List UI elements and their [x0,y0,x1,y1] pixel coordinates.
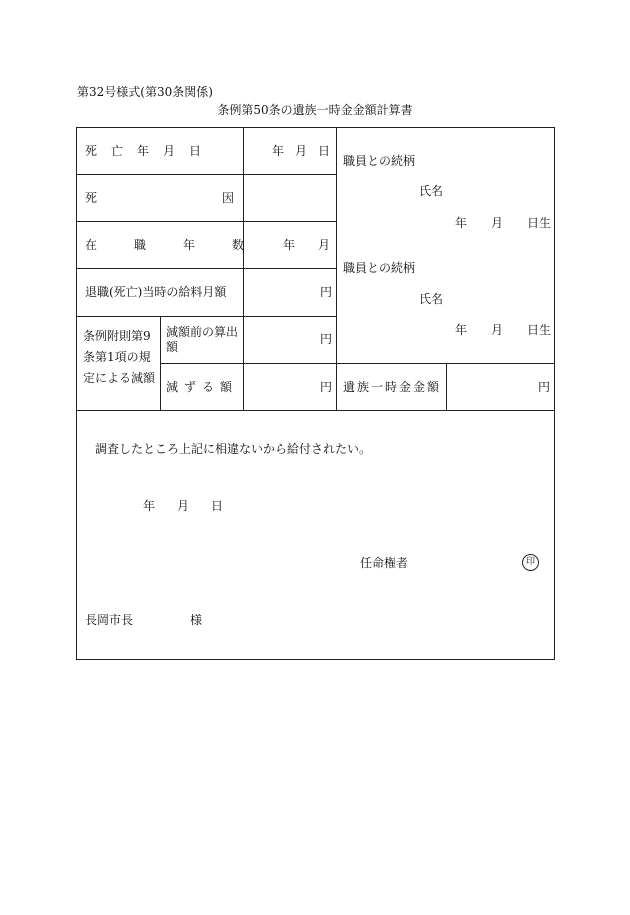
form-number: 第32号様式(第30条関係) [77,85,213,99]
pre-calc-unit: 円 [320,332,333,346]
survivor-1-relation-label: 職員との続柄 [343,154,416,168]
seal-circle: 印 [522,554,539,571]
appointing-authority-label: 任命権者 [360,556,409,570]
deduct-label-text: 減ずる額 [166,380,239,394]
survivor-2-relation-label: 職員との続柄 [343,261,416,275]
lump-sum-label-text: 遺族一時金金額 [343,380,442,394]
service-year-unit: 年 [283,238,296,252]
years-of-service-label [85,238,282,252]
survivor-2-name-label: 氏名 [419,292,444,306]
service-month-unit: 月 [317,238,330,252]
cause-of-death-label [85,191,360,205]
death-date-year-unit: 年 [272,144,285,158]
certification-statement: 調査したところ上記に相違ないから給付されたい。 [95,442,372,456]
reduction-group-label: 条例附則第9条第1項の規定による減額 [83,329,156,385]
certification-day-unit: 日 [210,499,223,513]
deduct-unit: 円 [320,380,333,394]
deduct-label [166,381,238,393]
pre-calc-label: 減額前の算出額 [166,325,239,354]
form-title: 条例第50条の遺族一時金金額計算書 [217,103,413,117]
survivor-2-birth-date [455,324,551,336]
survivor-1-birth-date [455,217,551,229]
cause-of-death-label-text: 死因 [85,191,360,205]
death-date-day-unit: 日 [317,144,330,158]
survivor-1-birth-day-unit: 日生 [526,216,551,230]
certification-month-unit: 月 [176,499,189,513]
monthly-salary-label: 退職(死亡)当時の給料月額 [85,285,227,299]
survivor-2-birth-year-unit: 年 [455,323,468,337]
death-date-month-unit: 月 [294,144,307,158]
seal-mark [522,554,539,571]
addressee-honorific: 様 [190,613,203,627]
survivor-2-birth-day-unit: 日生 [526,323,551,337]
addressee: 長岡市長 [85,613,134,627]
death-date-value [272,145,330,157]
certification-year-unit: 年 [143,499,156,513]
certification-date [143,500,223,512]
survivor-1-name-label: 氏名 [419,184,444,198]
death-date-label-text: 死亡年月日 [85,144,216,158]
years-of-service-label-text: 在職年数 [85,238,282,252]
lump-sum-unit: 円 [538,380,551,394]
calculation-table [76,127,555,660]
survivor-1-birth-month-unit: 月 [490,216,503,230]
lump-sum-label [343,381,441,393]
survivor-1-birth-year-unit: 年 [455,216,468,230]
survivor-2-birth-month-unit: 月 [490,323,503,337]
monthly-salary-unit: 円 [320,285,333,299]
years-of-service-value [283,239,330,251]
death-date-label [85,145,235,157]
